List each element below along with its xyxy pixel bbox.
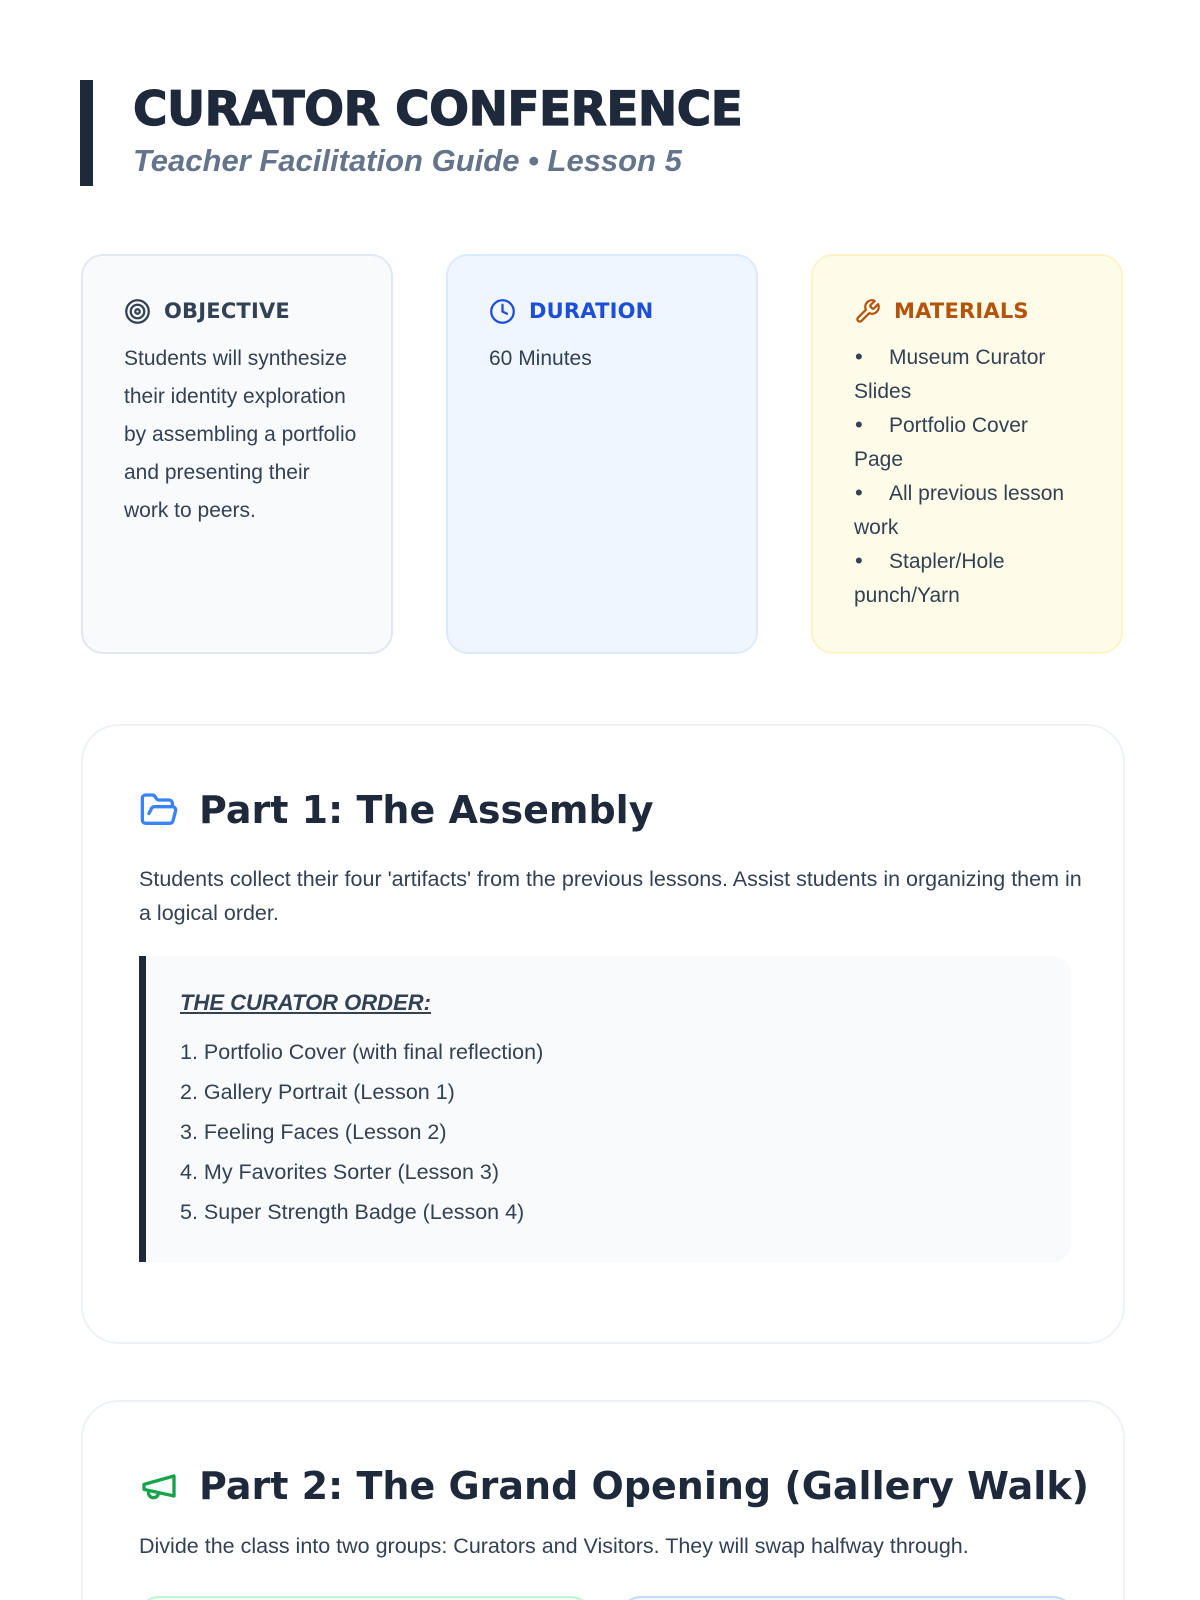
curator-order-title: THE CURATOR ORDER: <box>180 990 431 1015</box>
materials-list <box>854 340 1121 612</box>
folder-open-icon <box>139 790 179 830</box>
list-item: 3. Feeling Faces (Lesson 2) <box>180 1120 447 1144</box>
part2-text: Divide the class into two groups: Curators and Visitors. They will swap halfway through. <box>139 1534 969 1558</box>
clock-icon <box>489 298 516 325</box>
page-header <box>80 80 742 186</box>
part1-header <box>139 786 653 834</box>
part1-text: Students collect their four 'artifacts' from the previous lessons. Assist students in organizing them in a logical order. <box>139 867 1082 925</box>
duration-card <box>446 254 758 654</box>
target-icon <box>124 298 151 325</box>
objective-card-header <box>124 296 391 326</box>
visitors-box <box>619 1596 1075 1600</box>
megaphone-icon <box>139 1466 179 1506</box>
part1-section <box>81 724 1125 1344</box>
part1-title: Part 1: The Assembly <box>199 788 654 832</box>
part2-section <box>81 1400 1125 1600</box>
list-item: 5. Super Strength Badge (Lesson 4) <box>180 1200 525 1224</box>
materials-label: MATERIALS <box>894 299 1029 323</box>
part2-title: Part 2: The Grand Opening (Gallery Walk) <box>199 1464 1089 1508</box>
list-item: • Portfolio Cover Page <box>854 408 1081 476</box>
list-item: 2. Gallery Portrait (Lesson 1) <box>180 1080 455 1104</box>
curator-order-box <box>139 956 1071 1262</box>
objective-card <box>81 254 393 654</box>
duration-text: 60 Minutes <box>489 347 592 370</box>
page-subtitle: Teacher Facilitation Guide • Lesson 5 <box>133 143 682 178</box>
materials-card-header <box>854 296 1121 326</box>
duration-label: DURATION <box>529 299 654 323</box>
part2-header <box>139 1462 1089 1510</box>
list-item: • All previous lesson work <box>854 476 1081 544</box>
curator-order-list <box>180 1032 1071 1232</box>
list-item: • Stapler/Hole punch/Yarn <box>854 544 1081 612</box>
list-item: • Museum Curator Slides <box>854 340 1081 408</box>
duration-card-header <box>489 296 756 326</box>
objective-label: OBJECTIVE <box>164 299 290 323</box>
objective-text: Students will synthesize their identity exploration by assembling a portfolio and presenting their work to peers. <box>124 347 357 522</box>
materials-card <box>811 254 1123 654</box>
curators-box <box>137 1596 593 1600</box>
wrench-icon <box>854 298 881 325</box>
list-item: 1. Portfolio Cover (with final reflection) <box>180 1040 544 1064</box>
page-title: CURATOR CONFERENCE <box>133 82 743 137</box>
list-item: 4. My Favorites Sorter (Lesson 3) <box>180 1160 500 1184</box>
